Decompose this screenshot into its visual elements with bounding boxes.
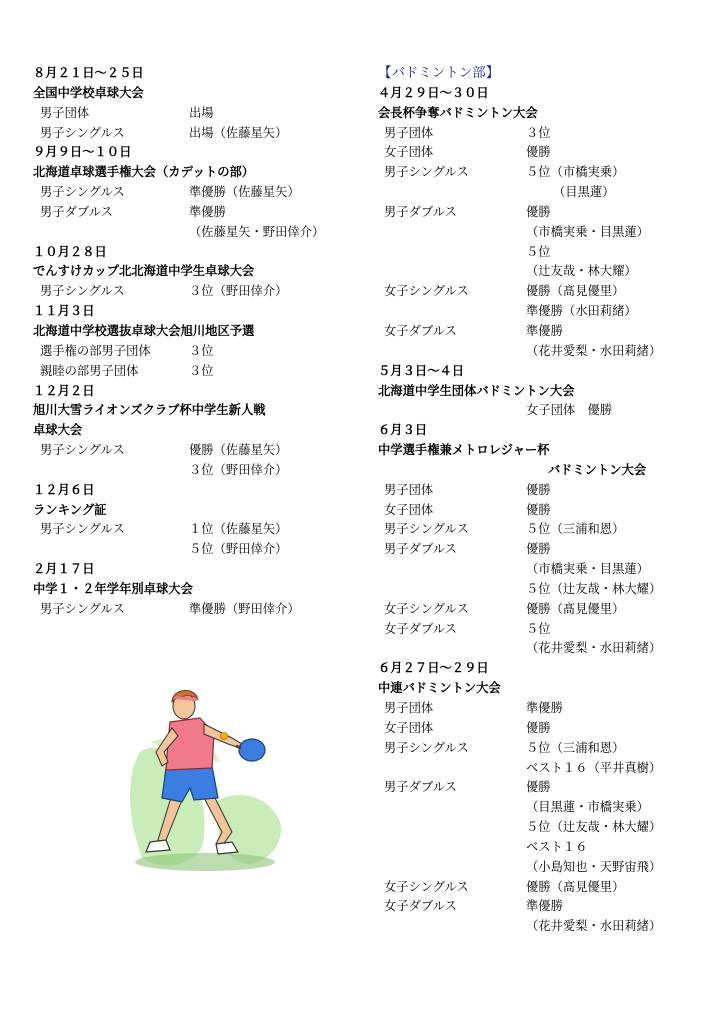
section-heading (378, 461, 708, 481)
row-result: （花井愛梨・水田莉緒） (526, 919, 662, 934)
row-label: 選手権の部男子団体 (40, 343, 151, 358)
row-result: １位（佐藤星矢） (189, 522, 288, 537)
section-heading (33, 322, 351, 342)
row-result: （花井愛梨・水田莉緒） (526, 343, 662, 358)
result-row (378, 501, 708, 521)
section-heading (33, 64, 351, 84)
row-result: ５位（三浦和恩） (526, 740, 625, 755)
row-label: 男子シングルス (40, 522, 125, 537)
row-label: 女子ダブルス (384, 323, 457, 338)
row-label: ６月３日 (378, 423, 428, 438)
row-label: 男子団体 (40, 105, 90, 120)
row-result: ５位（市橋実乗） (526, 165, 625, 180)
result-row (378, 759, 708, 779)
row-label: 男子団体 (384, 482, 434, 497)
row-result: 準優勝（佐藤星矢） (189, 185, 300, 200)
row-result: 優勝（髙見優里） (526, 601, 625, 616)
row-result: 準優勝 (526, 701, 563, 715)
row-result: 優勝（髙見優里） (526, 284, 625, 299)
row-result: ベスト１６（平井真樹） (526, 760, 662, 775)
row-result: ３位（野田倖介） (189, 284, 288, 299)
row-result: 優勝 (526, 482, 551, 497)
result-row (33, 540, 351, 560)
row-result: 準優勝 (526, 323, 563, 338)
result-row (378, 124, 708, 144)
row-label: 男子ダブルス (384, 780, 457, 795)
row-result: 優勝 (526, 780, 551, 795)
row-result: 優勝 (526, 720, 551, 735)
row-label: ４月２９日～３０日 (378, 85, 489, 100)
result-row (33, 441, 351, 461)
row-label: 女子シングルス (384, 284, 469, 299)
row-result: 優勝 (526, 542, 551, 557)
row-label: 男子ダブルス (384, 542, 457, 557)
row-result: 優勝（佐藤星矢） (189, 443, 288, 458)
row-label: 女子ダブルス (384, 621, 457, 636)
row-label: 北海道中学校選抜卓球大会旭川地区予選 (33, 323, 255, 338)
row-label: 女子団体 (384, 502, 434, 517)
row-label: １１月３日 (33, 304, 95, 319)
row-label: 会長杯争奪バドミントン大会 (378, 105, 538, 120)
section-heading (378, 382, 708, 402)
row-label: 親睦の部男子団体 (40, 363, 139, 378)
result-row (378, 243, 708, 263)
result-row (378, 739, 708, 759)
row-result: ５位（野田倖介） (189, 542, 288, 557)
row-label: 中学選手権兼メトロレジャー杯 (378, 443, 550, 458)
result-row (33, 600, 351, 620)
row-label: ８月２１日～２５日 (33, 66, 144, 80)
row-result: （花井愛梨・水田莉緒） (526, 641, 662, 656)
row-result: 優勝 (526, 502, 551, 517)
row-label: 男子シングルス (384, 740, 469, 755)
result-row (33, 223, 351, 243)
section-heading (33, 560, 351, 580)
section-heading (378, 441, 708, 461)
result-row (378, 917, 708, 937)
row-label: 女子シングルス (384, 601, 469, 616)
row-label: 中学１・２年学年別卓球大会 (33, 581, 193, 596)
row-label: 男子団体 (384, 701, 434, 715)
row-label: 女子ダブルス (384, 899, 457, 914)
row-label: 卓球大会 (33, 423, 83, 438)
result-row (378, 897, 708, 917)
row-result: 優勝 (526, 145, 551, 160)
row-result: （小島知也・天野宙飛） (526, 859, 662, 874)
result-row (378, 858, 708, 878)
row-result: ベスト１６ (526, 839, 588, 854)
row-result: 準優勝（野田倖介） (189, 601, 300, 616)
row-label: 北海道中学生団体バドミントン大会 (378, 383, 575, 398)
result-row (33, 124, 351, 144)
row-result: 準優勝 (189, 204, 226, 219)
result-row (378, 878, 708, 898)
section-heading (33, 84, 351, 104)
result-row (378, 302, 708, 322)
row-label: 男子シングルス (384, 165, 469, 180)
result-row (33, 520, 351, 540)
row-result: ５位（辻友哉・林大耀） (526, 820, 662, 835)
row-label: 男子ダブルス (384, 204, 457, 219)
section-heading (378, 421, 708, 441)
section-heading (33, 143, 351, 163)
result-row (33, 342, 351, 362)
row-result: ３位（野田倖介） (189, 462, 288, 477)
result-row (378, 699, 708, 719)
row-result: ３位 (189, 343, 214, 358)
section-heading (33, 302, 351, 322)
row-result: 女子団体 優勝 (526, 403, 613, 418)
result-row (378, 540, 708, 560)
result-row (378, 620, 708, 640)
result-row (378, 580, 708, 600)
badminton-results (378, 64, 708, 937)
row-label: １２月２日 (33, 383, 95, 398)
section-heading (33, 421, 351, 441)
section-heading (33, 580, 351, 600)
section-heading (378, 362, 708, 382)
result-row (378, 520, 708, 540)
row-result: ５位（三浦和恩） (526, 522, 625, 537)
result-row (378, 481, 708, 501)
result-row (378, 342, 708, 362)
row-label: ランキング証 (33, 502, 107, 517)
result-row (378, 600, 708, 620)
row-label: 男子シングルス (40, 125, 125, 140)
section-heading (33, 163, 351, 183)
row-label: 女子団体 (384, 145, 434, 160)
result-row (378, 401, 708, 421)
result-row (378, 818, 708, 838)
row-result: ５位 (526, 621, 551, 636)
result-row (378, 838, 708, 858)
badminton-section-title: 【バドミントン部】 (378, 65, 500, 81)
row-result: 出場 (189, 105, 214, 120)
row-result: （目黒蓮） (553, 185, 615, 200)
result-row (378, 223, 708, 243)
row-result: （市橋実乗・目黒蓮） (526, 562, 649, 577)
row-result: ３位 (189, 363, 214, 378)
section-heading (378, 104, 708, 124)
row-label: 男子シングルス (384, 522, 469, 537)
row-result: （市橋実乗・目黒蓮） (526, 224, 649, 239)
section-heading (33, 481, 351, 501)
result-row (378, 798, 708, 818)
result-row (378, 143, 708, 163)
section-heading (378, 84, 708, 104)
row-label: ９月９日～１０日 (33, 145, 132, 160)
row-label: 男子シングルス (40, 443, 125, 458)
section-heading (33, 401, 351, 421)
row-label: ５月３日～４日 (378, 363, 465, 378)
result-row (378, 560, 708, 580)
row-label: 中連バドミントン大会 (378, 681, 501, 696)
row-label: １２月６日 (33, 482, 95, 497)
row-result: 出場（佐藤星矢） (189, 125, 288, 140)
row-label: でんすけカップ北北海道中学生卓球大会 (33, 264, 255, 279)
row-label: 男子団体 (384, 125, 434, 140)
row-label: 女子シングルス (384, 879, 469, 894)
row-label: 全国中学校卓球大会 (33, 85, 144, 100)
row-label: 北海道卓球選手権大会（カデットの部） (33, 165, 255, 180)
row-result: ５位（辻友哉・林大耀） (526, 581, 662, 596)
result-row (33, 183, 351, 203)
section-heading (33, 382, 351, 402)
section-heading (378, 659, 708, 679)
result-row (378, 322, 708, 342)
result-row (33, 104, 351, 124)
row-result: （佐藤星矢・野田倖介） (189, 224, 325, 239)
result-row (33, 362, 351, 382)
row-label: １０月２８日 (33, 244, 107, 259)
result-row (378, 639, 708, 659)
result-row (378, 203, 708, 223)
result-row (33, 461, 351, 481)
row-label: 男子シングルス (40, 601, 125, 616)
row-result: ５位 (526, 244, 551, 259)
section-heading (33, 501, 351, 521)
row-result: （目黒蓮・市橋実乗） (526, 800, 649, 815)
result-row (33, 282, 351, 302)
row-result: 準優勝（水田莉緒） (526, 304, 637, 319)
row-result: ３位 (526, 125, 551, 140)
result-row (378, 719, 708, 739)
row-label: ６月２７日～２９日 (378, 661, 489, 676)
row-result: バドミントン大会 (548, 462, 647, 477)
section-heading (378, 679, 708, 699)
row-label: 男子シングルス (40, 284, 125, 299)
result-row (378, 282, 708, 302)
result-row (378, 183, 708, 203)
table-tennis-results (33, 64, 351, 620)
row-label: 旭川大雪ライオンズクラブ杯中学生新人戦 (33, 403, 266, 418)
row-label: 男子ダブルス (40, 204, 113, 219)
section-heading (33, 243, 351, 263)
result-row (378, 163, 708, 183)
row-result: 優勝（髙見優里） (526, 879, 625, 894)
section-heading (33, 262, 351, 282)
result-row (378, 778, 708, 798)
row-label: 男子シングルス (40, 185, 125, 200)
row-result: 優勝 (526, 204, 551, 219)
row-label: 女子団体 (384, 720, 434, 735)
row-result: 準優勝 (526, 899, 563, 914)
result-row (378, 262, 708, 282)
row-result: （辻友哉・林大耀） (526, 264, 637, 279)
row-label: ２月１７日 (33, 562, 95, 577)
table-tennis-player-illustration (120, 682, 290, 882)
result-row (33, 203, 351, 223)
